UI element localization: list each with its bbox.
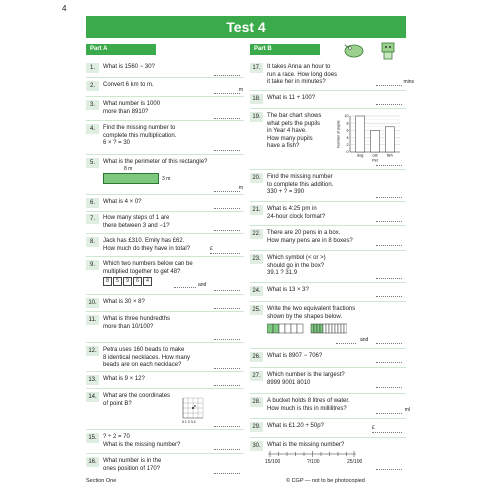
number-line-missing-label: ?/100 (307, 459, 320, 465)
question-17 (250, 63, 414, 87)
question-number: 22. (250, 229, 263, 239)
question-28 (250, 397, 410, 415)
answer-line[interactable] (376, 362, 402, 363)
question-number: 7. (86, 214, 99, 224)
number-line-left-label: 15/100 (265, 459, 281, 465)
x-axis-label: Pet (372, 158, 378, 163)
question-text: It takes Anna an hour to run a race. How long does it take her in minutes? (267, 64, 338, 85)
question-25 (250, 305, 406, 345)
part-a-column (86, 44, 244, 472)
answer-unit: mins (403, 78, 414, 85)
question-text: How many steps of 1 are there between 3 and −1? (103, 215, 170, 229)
question-number: 16. (86, 457, 99, 467)
answer-line-second[interactable] (214, 290, 240, 291)
question-number: 18. (250, 94, 263, 104)
fraction-shapes (267, 323, 347, 335)
question-number: 19. (250, 112, 263, 122)
part-a-header: Part A (86, 44, 156, 55)
question-text: What is 11 + 100? (267, 95, 316, 101)
bar (356, 116, 365, 152)
number-box: 6 (133, 277, 142, 286)
answer-line-first[interactable] (174, 287, 196, 288)
question-text: What is 4 × 0? (103, 199, 142, 205)
question-text: What is 30 × 8? (103, 299, 145, 305)
y-tick-label: 8 (346, 121, 349, 126)
answer-line[interactable] (214, 339, 240, 340)
answer-line-first[interactable] (336, 343, 356, 344)
answer-line[interactable] (376, 221, 402, 222)
question-text: What is 4:25 pm in 24-hour clock format? (267, 206, 326, 220)
question-13 (86, 375, 244, 387)
question-number: 30. (250, 441, 263, 451)
question-number: 14. (86, 392, 99, 402)
question-text: Convert 6 km to m. (103, 82, 154, 88)
svg-text:B: B (194, 404, 197, 408)
answer-line[interactable] (214, 230, 240, 231)
question-2 (86, 81, 244, 95)
question-12 (86, 346, 244, 370)
question-text: What is £1.20 + 50p? (267, 423, 324, 429)
answer-line[interactable] (376, 104, 402, 105)
question-19 (250, 112, 406, 164)
question-text: What is 9 × 12? (103, 376, 145, 382)
number-box: 8 (103, 277, 112, 286)
answer-line[interactable] (376, 245, 402, 246)
question-16 (86, 457, 244, 475)
question-text: What is three hundredths more than 10/100? (103, 316, 171, 330)
rectangle-height-label: 3 m (162, 176, 171, 182)
answer-line[interactable] (214, 385, 240, 386)
number-line (267, 450, 357, 458)
answer-unit: £ (210, 245, 213, 252)
question-text: Find the missing number to complete this multiplication. 6 × ? = 30 (103, 125, 177, 146)
question-text: What is 1560 − 30? (103, 64, 155, 70)
question-10 (86, 298, 244, 310)
bar (385, 127, 394, 152)
question-number: 8. (86, 237, 99, 247)
question-text: A bucket holds 8 litres of water. How much is this in millilitres? (267, 398, 350, 412)
question-text: Which two numbers below can be multiplied together to get 48? (103, 261, 193, 275)
answer-unit: m (238, 86, 243, 93)
answer-line[interactable] (372, 425, 402, 434)
bar (371, 130, 380, 152)
question-text: What is 8907 − 706? (267, 353, 323, 359)
y-axis-label: Number of pupils (336, 120, 341, 148)
answer-line[interactable] (214, 184, 243, 192)
question-text: Which number is the largest? 8999 9001 8010 (267, 372, 345, 386)
question-number: 27. (250, 371, 263, 381)
question-number: 24. (250, 286, 263, 296)
answer-line[interactable] (214, 449, 240, 450)
svg-text:0 1 2 3 4: 0 1 2 3 4 (182, 420, 196, 424)
answer-unit: £ (372, 424, 375, 431)
question-5 (86, 158, 244, 193)
answer-line[interactable] (214, 473, 240, 474)
answer-line[interactable] (214, 368, 240, 369)
y-tick-label: 10 (344, 114, 349, 119)
question-number: 25. (250, 305, 263, 315)
number-line-right-label: 25/100 (347, 459, 363, 465)
question-text: What number is 1000 more than 8910? (103, 101, 161, 115)
question-text: What is the perimeter of this rectangle? (103, 159, 208, 165)
question-text: Write the two equivalent fractions shown by the shapes below. (267, 306, 356, 320)
y-tick-label: 0 (346, 150, 349, 155)
answer-line[interactable] (210, 246, 240, 255)
page-title: Test 4 (86, 16, 406, 38)
answer-line[interactable] (376, 469, 402, 470)
question-15 (86, 433, 244, 451)
question-number: 26. (250, 352, 263, 362)
footer-copyright: © CGP — not to be photocopied (286, 478, 365, 484)
answer-line[interactable] (214, 426, 240, 427)
and-label: and (198, 282, 207, 288)
part-b-header: Part B (250, 44, 320, 55)
question-22 (250, 229, 406, 247)
answer-line[interactable] (214, 208, 240, 209)
question-23 (250, 254, 406, 280)
rectangle-shape (103, 173, 159, 184)
question-number: 6. (86, 198, 99, 208)
question-11 (86, 315, 244, 341)
question-number: 17. (250, 63, 263, 73)
question-number: 28. (250, 397, 263, 407)
answer-line[interactable] (214, 308, 240, 309)
page-number: 4 (62, 4, 67, 13)
question-number: 1. (86, 63, 99, 73)
coordinate-grid (182, 394, 208, 424)
number-boxes (103, 277, 153, 286)
footer-section: Section One (86, 478, 117, 484)
question-text: Find the missing number to complete this addition. 330 + ? = 390 (267, 174, 334, 195)
number-box: 4 (143, 277, 152, 286)
question-3 (86, 100, 244, 120)
y-tick-label: 6 (346, 128, 349, 133)
y-tick-label: 4 (346, 135, 349, 140)
question-number: 3. (86, 100, 99, 110)
question-text: The bar chart shows what pets the pupils in Year 4 have. How many pupils have a fish? (267, 113, 322, 149)
question-text: ? ÷ 2 = 70 What is the missing number? (103, 434, 181, 448)
answer-line[interactable] (214, 75, 240, 76)
question-number: 23. (250, 254, 263, 264)
x-tick-label: fish (386, 153, 393, 158)
question-9 (86, 260, 244, 292)
answer-line[interactable] (214, 118, 240, 119)
question-27 (250, 371, 406, 389)
number-box: 5 (113, 277, 122, 286)
question-number: 11. (86, 315, 99, 325)
question-text: What number is in the ones position of 170? (103, 458, 162, 472)
question-21 (250, 205, 406, 223)
part-b-column (250, 44, 414, 465)
y-tick-label: 2 (346, 143, 349, 147)
question-4 (86, 124, 244, 152)
question-18 (250, 94, 406, 106)
x-tick-label: cat (372, 153, 378, 158)
question-text: Which symbol (< or >) should go in the box? 39.1 ? 31.9 (267, 255, 326, 276)
pet-bar-chart (336, 112, 404, 164)
and-label: and (360, 337, 369, 343)
rectangle-width-label: 8 m (124, 166, 133, 172)
question-text: What are the coordinates of point B? (103, 393, 171, 407)
question-26 (250, 352, 406, 364)
question-number: 29. (250, 422, 263, 432)
question-number: 13. (86, 375, 99, 385)
question-text: There are 20 pens in a box. How many pens are in 8 boxes? (267, 230, 353, 244)
question-number: 12. (86, 346, 99, 356)
question-number: 5. (86, 158, 99, 168)
answer-line-second[interactable] (376, 343, 402, 344)
answer-line[interactable] (376, 78, 414, 86)
question-text: What is the missing number? (267, 442, 345, 448)
question-6 (86, 198, 244, 210)
answer-line[interactable] (376, 165, 402, 166)
question-7 (86, 214, 244, 232)
question-14 (86, 392, 244, 428)
question-text: Jack has £310. Emily has £62. How much do they have in total? (103, 238, 191, 252)
question-number: 15. (86, 433, 99, 443)
question-number: 21. (250, 205, 263, 215)
answer-line[interactable] (376, 406, 410, 414)
question-20 (250, 173, 406, 199)
answer-unit: ml (404, 406, 410, 413)
question-number: 2. (86, 81, 99, 91)
question-8 (86, 237, 244, 255)
question-number: 4. (86, 124, 99, 134)
answer-line[interactable] (214, 150, 240, 151)
question-number: 10. (86, 298, 99, 308)
answer-line[interactable] (214, 86, 243, 94)
answer-unit: m (238, 184, 243, 191)
question-30 (250, 441, 406, 471)
number-box: 9 (123, 277, 132, 286)
answer-line[interactable] (376, 197, 402, 198)
question-text: What is 13 × 3? (267, 287, 309, 293)
question-number: 20. (250, 173, 263, 183)
answer-line[interactable] (376, 278, 402, 279)
question-1 (86, 63, 244, 77)
question-24 (250, 286, 406, 298)
answer-line[interactable] (376, 296, 402, 297)
question-29 (250, 422, 406, 434)
answer-line[interactable] (376, 387, 402, 388)
x-tick-label: dog (357, 153, 364, 158)
question-number: 9. (86, 260, 99, 270)
question-text: Petra uses 160 beads to make 8 identical necklaces. How many beads are on each necklace? (103, 347, 191, 368)
